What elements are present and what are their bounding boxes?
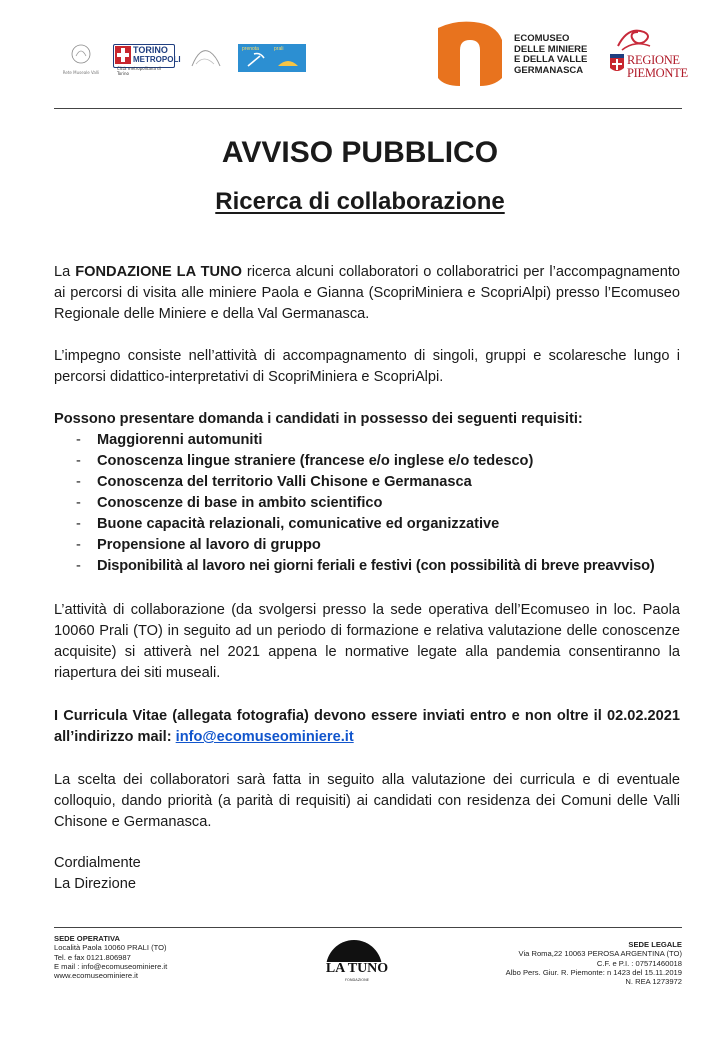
fondazione-logo-caption: Rete Museale Valli [62, 70, 100, 75]
header [0, 0, 720, 110]
intro-foundation-name: FONDAZIONE LA TUNO [75, 264, 242, 280]
regione-piemonte-logo [608, 24, 688, 84]
regione-swirl-icon [614, 24, 654, 52]
la-tuno-logo [318, 940, 396, 988]
footer-divider [54, 927, 682, 928]
torino-line1: TORINO [133, 45, 168, 55]
header-divider [54, 108, 682, 109]
closing-line2: La Direzione [54, 876, 136, 892]
closing [54, 853, 680, 895]
list-item: - Conoscenza lingue straniere (francese e/o inglese e/o tedesco) [76, 453, 534, 469]
page-title: AVVISO PUBBLICO [221, 136, 499, 169]
sede-legale-tax-id: C.F. e P.I. : 07571460018 [596, 958, 682, 968]
list-item: - Propensione al lavoro di gruppo [76, 537, 321, 553]
cv-text: I Curricula Vitae (allegata fotografia) devono essere inviati entro e non oltre il 02.02.2021 all’indirizzo mail: [54, 708, 680, 745]
paragraph-selection: La scelta dei collaboratori sarà fatta in seguito alla valutazione dei curricula e di eventuale colloquio, dando priorità (a parità di requisiti) ai candidati con residenza dei Comuni delle Valli Chisone e Germanasca. [54, 772, 680, 830]
pickaxe-icon [238, 44, 306, 72]
mountain-icon [186, 42, 226, 74]
ecomuseo-line3: E DELLA VALLE [514, 54, 588, 65]
paragraph-intro [54, 262, 680, 325]
list-item: - Buone capacità relazionali, comunicative ed organizzative [76, 516, 500, 532]
email-link[interactable]: info@ecomuseominiere.it [175, 729, 354, 745]
parco-logo [186, 42, 226, 74]
spiral-icon [54, 42, 108, 66]
sede-operativa-heading: SEDE OPERATIVA [54, 934, 120, 943]
sede-legale-rea: N. REA 1273972 [625, 977, 682, 987]
torino-metropoli-logo [113, 44, 181, 76]
sede-operativa-address: Località Paola 10060 PRALI (TO) [54, 943, 167, 953]
list-item: - Conoscenza del territorio Valli Chisone e Germanasca [76, 474, 472, 490]
la-tuno-small: FONDAZIONE [344, 978, 370, 982]
requirements-section [54, 409, 680, 577]
ecomuseo-line1: ECOMUSEO [514, 33, 570, 44]
footer-sede-operativa [54, 934, 167, 980]
prali-left-label: prenota [242, 46, 259, 52]
requirements-list [54, 430, 680, 577]
closing-line1: Cordialmente [54, 855, 141, 871]
requirements-intro: Possono presentare domanda i candidati in possesso dei seguenti requisiti: [54, 411, 583, 427]
sede-operativa-phone: Tel. e fax 0121.806987 [54, 952, 131, 962]
regione-text [627, 54, 688, 80]
sede-operativa-email: E mail : info@ecomuseominiere.it [54, 961, 168, 971]
list-item: - Conoscenze di base in ambito scientifico [76, 495, 383, 511]
paragraph-commitment: L’impegno consiste nell’attività di accompagnamento di singoli, gruppi e scolaresche lungo i percorsi didattico-interpretativi di ScopriMiniera e ScopriAlpi. [54, 348, 680, 385]
list-item: - Disponibilità al lavoro nei giorni feriali e festivi (con possibilità di breve preavviso) [76, 558, 655, 574]
la-tuno-word: LA TUNO [318, 962, 396, 976]
page-subtitle: Ricerca di collaborazione [215, 188, 505, 215]
ecomuseo-text [514, 34, 614, 76]
prali-logo [238, 44, 306, 72]
list-item: - Maggiorenni automuniti [76, 432, 263, 448]
regione-line1: REGIONE [627, 53, 680, 67]
fondazione-logo [54, 42, 108, 74]
prali-right-label: prali [274, 46, 284, 52]
intro-text-a: La [54, 264, 76, 280]
paragraph-activity: L’attività di collaborazione (da svolgersi presso la sede operativa dell’Ecomuseo in loc. Paola 10060 Prali (TO) in seguito ad un periodo di formazione e relativa valutazione delle conoscenze acquisite) si attiverà nel 2021 appena le normative legate alla pandemia consentiranno la riapertura dei siti museali. [54, 602, 680, 681]
footer-sede-legale [506, 940, 682, 986]
ecomuseo-line4: GERMANASCA [514, 64, 584, 76]
ecomuseo-logo [434, 20, 604, 90]
regione-line2: PIEMONTE [627, 66, 688, 80]
sede-legale-address: Via Roma,22 10063 PEROSA ARGENTINA (TO) [518, 949, 682, 959]
sede-legale-registry: Albo Pers. Giur. R. Piemonte: n 1423 del 15.11.2019 [505, 967, 682, 977]
torino-line2: METROPOLI [133, 55, 181, 64]
intro-text-c: ricerca alcuni collaboratori o collaboratrici per l’accompagnamento ai percorsi di visita alle miniere Paola e Gianna (ScopriMiniera e ScopriAlpi) presso l’Ecomuseo Regionale delle Miniere e della Val Germanasca. [54, 264, 680, 322]
paragraph-cv [54, 706, 680, 748]
sede-operativa-website: www.ecomuseominiere.it [54, 971, 138, 981]
ecomuseo-line2: DELLE MINIERE [514, 43, 588, 55]
ecomuseo-mark-icon [434, 20, 506, 88]
sede-legale-heading: SEDE LEGALE [628, 940, 682, 949]
piemonte-shield-icon [610, 54, 624, 74]
torino-caption: Città metropolitana di Torino [117, 66, 161, 76]
